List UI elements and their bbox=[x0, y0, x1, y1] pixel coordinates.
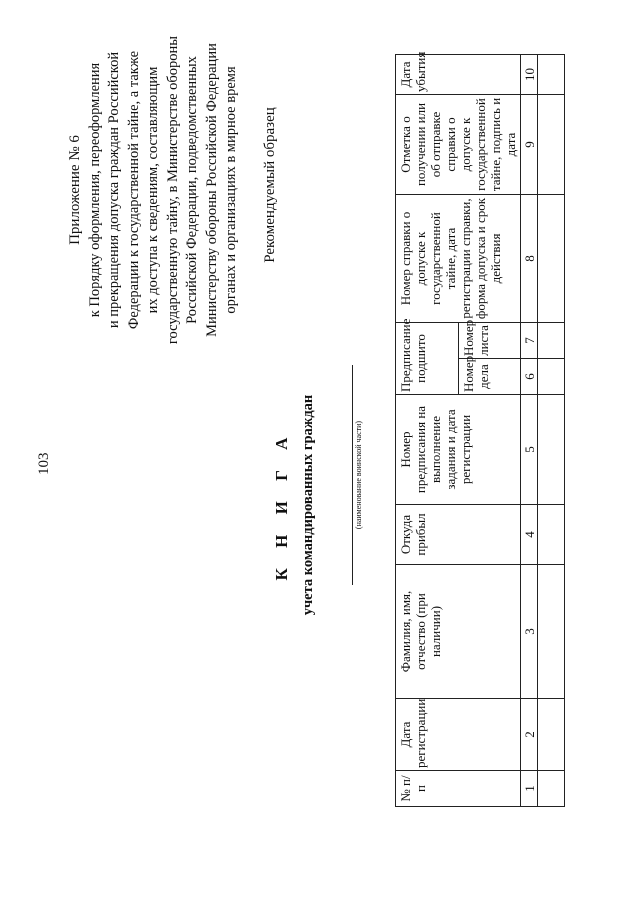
header-arrived-from: Откуда прибыл bbox=[396, 505, 521, 565]
header-reg-date: Дата регистрации bbox=[396, 699, 521, 771]
column-number: 8 bbox=[521, 194, 538, 322]
column-number: 3 bbox=[521, 565, 538, 699]
column-number: 4 bbox=[521, 505, 538, 565]
table-cell bbox=[538, 54, 565, 94]
unit-name-caption: (наименование воинской части) bbox=[354, 420, 363, 530]
table-cell bbox=[538, 565, 565, 699]
appendix-block bbox=[66, 15, 242, 365]
table-cell bbox=[538, 94, 565, 194]
table-cell bbox=[538, 699, 565, 771]
appendix-line: Российской Федерации, подведомственных bbox=[184, 56, 200, 324]
column-number: 9 bbox=[521, 94, 538, 194]
table-cell bbox=[538, 505, 565, 565]
column-number: 7 bbox=[521, 322, 538, 358]
header-departure-date: Дата убытия bbox=[396, 54, 521, 94]
column-number: 6 bbox=[521, 359, 538, 395]
column-number: 1 bbox=[521, 771, 538, 807]
column-number: 10 bbox=[521, 54, 538, 94]
header-sheet-number: Номер листа bbox=[458, 322, 521, 358]
column-number: 2 bbox=[521, 699, 538, 771]
table-cell bbox=[538, 771, 565, 807]
appendix-line: Министерству обороны Российской Федерации bbox=[203, 43, 220, 337]
appendix-line: органах и организациях в мирное время bbox=[223, 66, 239, 314]
recommended-sample-label: Рекомендуемый образец bbox=[262, 107, 278, 263]
header-receipt-mark: Отметка о получении или об отправке справки о допуске к государственной тайне, подпись и дата bbox=[396, 94, 521, 194]
table-cell bbox=[538, 395, 565, 505]
header-row bbox=[396, 54, 459, 806]
table-row bbox=[538, 54, 565, 806]
page-number: 103 bbox=[36, 452, 52, 475]
header-case-number: Номер дела bbox=[458, 359, 521, 395]
document-title: К Н И Г А bbox=[272, 429, 291, 581]
column-number-row bbox=[521, 54, 538, 806]
appendix-line: их доступа к сведениям, составляющим bbox=[145, 66, 161, 314]
header-order-number: Номер предписания на выполнение задания и дата регистрации bbox=[396, 395, 521, 505]
document-subtitle: учета командированных граждан bbox=[300, 394, 316, 616]
appendix-line: и прекращения допуска граждан Российской bbox=[106, 51, 122, 329]
appendix-line: Федерации к государственной тайне, а также bbox=[125, 50, 142, 330]
column-number: 5 bbox=[521, 395, 538, 505]
header-num: № п/п bbox=[396, 771, 521, 807]
table-cell bbox=[538, 359, 565, 395]
document-title-block bbox=[272, 305, 317, 705]
appendix-heading: Приложение № 6 bbox=[67, 135, 83, 245]
unit-name-line bbox=[352, 365, 353, 585]
appendix-line: государственную тайну, в Министерстве обороны bbox=[164, 35, 181, 345]
table-cell bbox=[538, 322, 565, 358]
registry-table bbox=[395, 51, 565, 807]
header-full-name: Фамилия, имя, отчество (при наличии) bbox=[396, 565, 521, 699]
table-cell bbox=[538, 194, 565, 322]
header-order-filed: Предписание подшито bbox=[396, 322, 459, 394]
appendix-line: к Порядку оформления, переоформления bbox=[86, 62, 103, 318]
header-clearance-cert: Номер справки о допуске к государственной тайне, дата регистрации справки, форма допуска и срок действия bbox=[396, 194, 521, 322]
